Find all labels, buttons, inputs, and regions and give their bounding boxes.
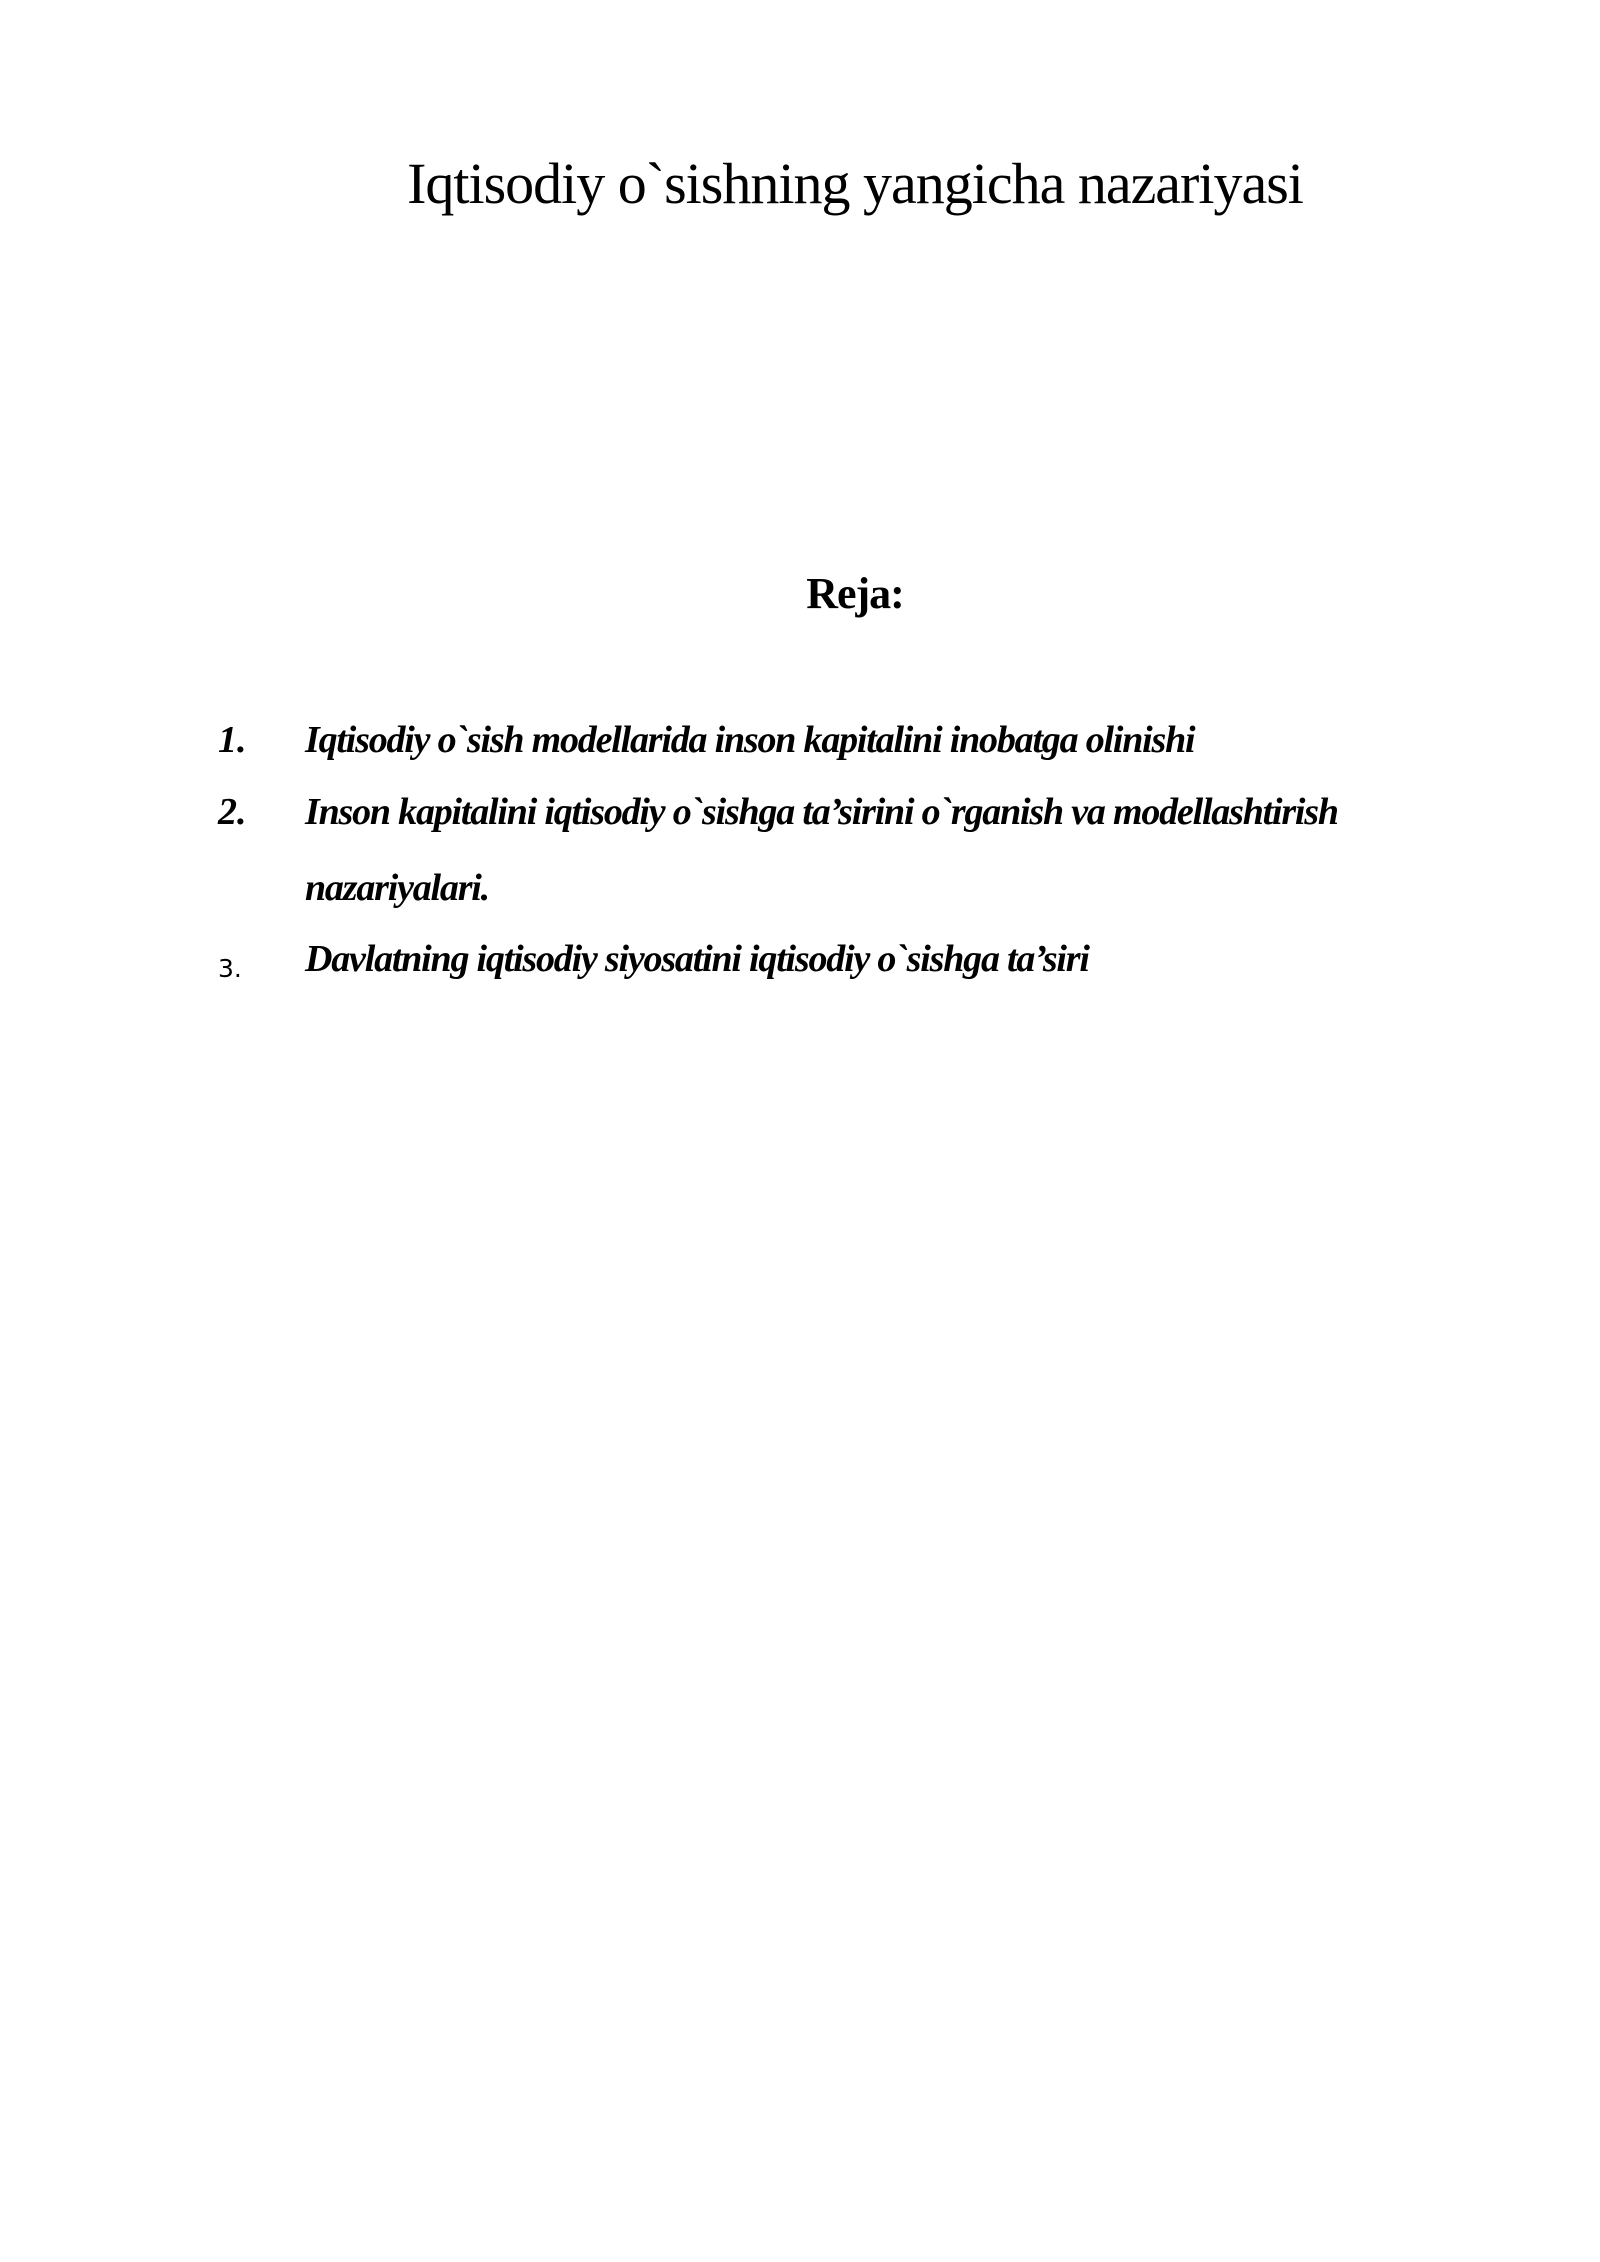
document-title: Iqtisodiy o`sishning yangicha nazariyasi: [407, 151, 1303, 216]
plan-heading: Reja:: [806, 569, 904, 618]
plan-item-text: Iqtisodiy o`sish modellarida inson kapitalini inobatga olinishi: [305, 719, 1195, 761]
plan-item-text: Davlatning iqtisodiy siyosatini iqtisodiy o`sishga ta’siri: [305, 938, 1089, 980]
plan-item-number: 1.: [218, 719, 247, 761]
plan-item-number: 3.: [218, 954, 242, 983]
plan-item-text: Inson kapitalini iqtisodiy o`sishga ta’sirini o`rganish va modellashtirish nazariyalari.: [305, 791, 1338, 909]
plan-item-number: 2.: [218, 791, 247, 833]
